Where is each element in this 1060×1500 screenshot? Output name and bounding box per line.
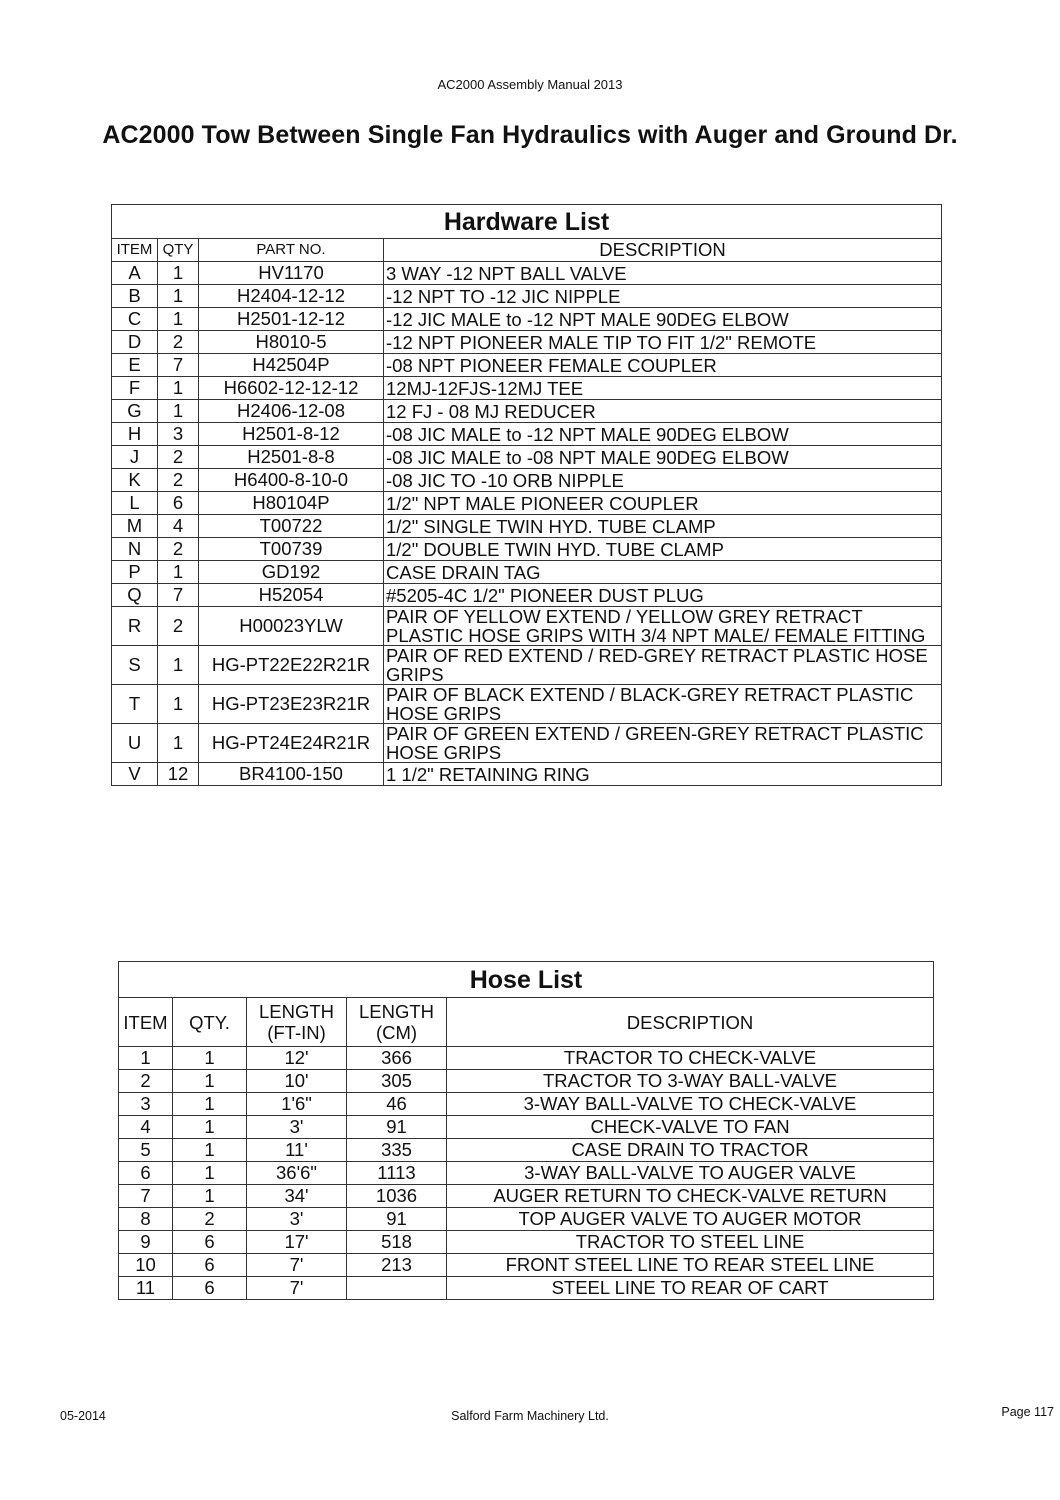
hardware-item-cell: U [112, 724, 158, 763]
hardware-description-cell: 1/2" DOUBLE TWIN HYD. TUBE CLAMP [384, 538, 942, 561]
hardware-list-caption-row [112, 205, 942, 239]
hose-length-ft-cell: 3' [247, 1116, 347, 1139]
hardware-item-cell: G [112, 400, 158, 423]
hardware-description-cell: PAIR OF YELLOW EXTEND / YELLOW GREY RETRACT PLASTIC HOSE GRIPS WITH 3/4 NPT MALE/ FEMALE FITTING [384, 607, 942, 646]
hardware-item-cell: B [112, 285, 158, 308]
hardware-row [112, 763, 942, 786]
hose-item-cell: 3 [119, 1093, 173, 1116]
hardware-row [112, 400, 942, 423]
hardware-description-cell: 1 1/2" RETAINING RING [384, 763, 942, 786]
hardware-part-cell: H00023YLW [199, 607, 384, 646]
hose-description-cell: STEEL LINE TO REAR OF CART [447, 1277, 934, 1300]
hose-length-cm-cell: 91 [347, 1208, 447, 1231]
hardware-part-cell: GD192 [199, 561, 384, 584]
hose-length-ft-cell: 17' [247, 1231, 347, 1254]
hardware-part-cell: HG-PT22E22R21R [199, 646, 384, 685]
hardware-description-cell: #5205-4C 1/2" PIONEER DUST PLUG [384, 584, 942, 607]
hardware-qty-cell: 1 [158, 561, 199, 584]
hose-qty-cell: 6 [173, 1254, 247, 1277]
hose-qty-cell: 2 [173, 1208, 247, 1231]
hardware-row [112, 331, 942, 354]
hardware-row [112, 646, 942, 685]
hardware-item-cell: Q [112, 584, 158, 607]
hose-list-caption-row [119, 962, 934, 998]
hose-row [119, 1162, 934, 1185]
hardware-qty-cell: 1 [158, 308, 199, 331]
hose-qty-cell: 1 [173, 1116, 247, 1139]
hardware-description-cell: PAIR OF BLACK EXTEND / BLACK-GREY RETRACT PLASTIC HOSE GRIPS [384, 685, 942, 724]
hose-description-cell: AUGER RETURN TO CHECK-VALVE RETURN [447, 1185, 934, 1208]
manual-header: AC2000 Assembly Manual 2013 [437, 77, 623, 92]
hardware-description-cell: 12MJ-12FJS-12MJ TEE [384, 377, 942, 400]
hardware-row [112, 561, 942, 584]
hardware-col-item: ITEM [112, 239, 158, 262]
hose-description-cell: FRONT STEEL LINE TO REAR STEEL LINE [447, 1254, 934, 1277]
hose-description-cell: TOP AUGER VALVE TO AUGER MOTOR [447, 1208, 934, 1231]
hardware-item-cell: J [112, 446, 158, 469]
hardware-item-cell: S [112, 646, 158, 685]
hardware-qty-cell: 12 [158, 763, 199, 786]
hardware-description-cell: -08 JIC TO -10 ORB NIPPLE [384, 469, 942, 492]
hose-row [119, 1139, 934, 1162]
hose-row [119, 1277, 934, 1300]
hardware-qty-cell: 1 [158, 724, 199, 763]
hose-length-cm-cell: 1113 [347, 1162, 447, 1185]
hose-qty-cell: 6 [173, 1277, 247, 1300]
hardware-row [112, 515, 942, 538]
hose-length-ft-cell: 7' [247, 1277, 347, 1300]
hose-length-cm-cell [347, 1277, 447, 1300]
hose-length-ft-cell: 12' [247, 1047, 347, 1070]
hose-item-cell: 8 [119, 1208, 173, 1231]
hose-row [119, 1116, 934, 1139]
hardware-qty-cell: 2 [158, 607, 199, 646]
hose-qty-cell: 1 [173, 1070, 247, 1093]
hose-header-row [119, 998, 934, 1047]
hose-length-ft-cell: 10' [247, 1070, 347, 1093]
hose-item-cell: 6 [119, 1162, 173, 1185]
hose-length-ft-cell: 3' [247, 1208, 347, 1231]
hose-description-cell: TRACTOR TO 3-WAY BALL-VALVE [447, 1070, 934, 1093]
hardware-part-cell: H2404-12-12 [199, 285, 384, 308]
hardware-item-cell: T [112, 685, 158, 724]
hardware-row [112, 538, 942, 561]
hose-col-length-cm: LENGTH (CM) [347, 998, 447, 1047]
hardware-description-cell: PAIR OF RED EXTEND / RED-GREY RETRACT PLASTIC HOSE GRIPS [384, 646, 942, 685]
hose-row [119, 1093, 934, 1116]
hardware-part-cell: H80104P [199, 492, 384, 515]
hardware-row [112, 469, 942, 492]
hardware-description-cell: 1/2" SINGLE TWIN HYD. TUBE CLAMP [384, 515, 942, 538]
hardware-part-cell: H6400-8-10-0 [199, 469, 384, 492]
hose-item-cell: 9 [119, 1231, 173, 1254]
hose-qty-cell: 1 [173, 1047, 247, 1070]
hardware-qty-cell: 2 [158, 331, 199, 354]
hardware-part-cell: H2501-8-12 [199, 423, 384, 446]
footer-page-number: Page 117 [1001, 1405, 1054, 1419]
hardware-qty-cell: 2 [158, 538, 199, 561]
hardware-qty-cell: 1 [158, 685, 199, 724]
hose-qty-cell: 1 [173, 1185, 247, 1208]
hardware-description-cell: -12 NPT TO -12 JIC NIPPLE [384, 285, 942, 308]
hardware-item-cell: P [112, 561, 158, 584]
hardware-qty-cell: 3 [158, 423, 199, 446]
hose-description-cell: CASE DRAIN TO TRACTOR [447, 1139, 934, 1162]
hardware-qty-cell: 2 [158, 446, 199, 469]
hose-col-item: ITEM [119, 998, 173, 1047]
hose-length-ft-cell: 11' [247, 1139, 347, 1162]
hose-list-table [118, 961, 934, 1300]
hardware-description-cell: -08 NPT PIONEER FEMALE COUPLER [384, 354, 942, 377]
hardware-description-cell: -12 NPT PIONEER MALE TIP TO FIT 1/2" REMOTE [384, 331, 942, 354]
hardware-item-cell: R [112, 607, 158, 646]
hose-list-title: Hose List [119, 962, 934, 998]
hardware-list-table [111, 204, 942, 786]
hose-item-cell: 10 [119, 1254, 173, 1277]
hardware-qty-cell: 6 [158, 492, 199, 515]
hardware-part-cell: BR4100-150 [199, 763, 384, 786]
hose-length-cm-cell: 305 [347, 1070, 447, 1093]
hardware-item-cell: L [112, 492, 158, 515]
hose-length-cm-cell: 213 [347, 1254, 447, 1277]
hardware-qty-cell: 2 [158, 469, 199, 492]
hose-length-cm-cell: 335 [347, 1139, 447, 1162]
hose-row [119, 1070, 934, 1093]
hardware-row [112, 354, 942, 377]
hose-length-cm-cell: 46 [347, 1093, 447, 1116]
hose-row [119, 1185, 934, 1208]
hardware-qty-cell: 7 [158, 584, 199, 607]
hose-description-cell: CHECK-VALVE TO FAN [447, 1116, 934, 1139]
hardware-part-cell: HG-PT23E23R21R [199, 685, 384, 724]
hose-item-cell: 11 [119, 1277, 173, 1300]
hose-qty-cell: 6 [173, 1231, 247, 1254]
page-title: AC2000 Tow Between Single Fan Hydraulics with Auger and Ground Dr. [102, 121, 958, 149]
hardware-description-cell: 12 FJ - 08 MJ REDUCER [384, 400, 942, 423]
hardware-part-cell: H2501-8-8 [199, 446, 384, 469]
hose-description-cell: TRACTOR TO CHECK-VALVE [447, 1047, 934, 1070]
hardware-row [112, 492, 942, 515]
hardware-description-cell: -08 JIC MALE to -08 NPT MALE 90DEG ELBOW [384, 446, 942, 469]
hardware-part-cell: HG-PT24E24R21R [199, 724, 384, 763]
hardware-row [112, 607, 942, 646]
hardware-qty-cell: 1 [158, 285, 199, 308]
hardware-part-cell: H52054 [199, 584, 384, 607]
hose-qty-cell: 1 [173, 1162, 247, 1185]
hardware-item-cell: N [112, 538, 158, 561]
hardware-qty-cell: 7 [158, 354, 199, 377]
hose-col-length-ft: LENGTH (FT-IN) [247, 998, 347, 1047]
hose-length-ft-cell: 34' [247, 1185, 347, 1208]
hardware-qty-cell: 1 [158, 262, 199, 285]
hardware-part-cell: HV1170 [199, 262, 384, 285]
hose-length-ft-cell: 7' [247, 1254, 347, 1277]
hardware-part-cell: H2501-12-12 [199, 308, 384, 331]
hardware-item-cell: V [112, 763, 158, 786]
hardware-item-cell: K [112, 469, 158, 492]
hardware-item-cell: M [112, 515, 158, 538]
hose-item-cell: 7 [119, 1185, 173, 1208]
hardware-list-title: Hardware List [112, 205, 942, 239]
hardware-row [112, 685, 942, 724]
hose-length-cm-cell: 91 [347, 1116, 447, 1139]
hardware-row [112, 308, 942, 331]
hardware-item-cell: F [112, 377, 158, 400]
hardware-row [112, 724, 942, 763]
hardware-description-cell: 1/2" NPT MALE PIONEER COUPLER [384, 492, 942, 515]
hardware-qty-cell: 1 [158, 646, 199, 685]
hose-description-cell: 3-WAY BALL-VALVE TO CHECK-VALVE [447, 1093, 934, 1116]
hardware-item-cell: D [112, 331, 158, 354]
hardware-row [112, 446, 942, 469]
hardware-col-qty: QTY [158, 239, 199, 262]
hose-description-cell: TRACTOR TO STEEL LINE [447, 1231, 934, 1254]
hardware-row [112, 285, 942, 308]
hose-row [119, 1254, 934, 1277]
hardware-item-cell: C [112, 308, 158, 331]
footer-date: 05-2014 [60, 1409, 106, 1423]
hardware-qty-cell: 4 [158, 515, 199, 538]
hardware-row [112, 262, 942, 285]
hardware-item-cell: H [112, 423, 158, 446]
hardware-item-cell: E [112, 354, 158, 377]
hose-qty-cell: 1 [173, 1093, 247, 1116]
hardware-part-cell: H6602-12-12-12 [199, 377, 384, 400]
hose-row [119, 1047, 934, 1070]
hose-item-cell: 1 [119, 1047, 173, 1070]
hardware-col-part: PART NO. [199, 239, 384, 262]
hardware-description-cell: -08 JIC MALE to -12 NPT MALE 90DEG ELBOW [384, 423, 942, 446]
hose-row [119, 1231, 934, 1254]
hose-col-description: DESCRIPTION [447, 998, 934, 1047]
hardware-header-row [112, 239, 942, 262]
hardware-description-cell: -12 JIC MALE to -12 NPT MALE 90DEG ELBOW [384, 308, 942, 331]
hose-length-cm-cell: 366 [347, 1047, 447, 1070]
footer-company: Salford Farm Machinery Ltd. [451, 1409, 609, 1423]
hardware-row [112, 423, 942, 446]
hose-item-cell: 4 [119, 1116, 173, 1139]
hardware-row [112, 584, 942, 607]
hose-item-cell: 5 [119, 1139, 173, 1162]
hardware-description-cell: 3 WAY -12 NPT BALL VALVE [384, 262, 942, 285]
hardware-part-cell: H2406-12-08 [199, 400, 384, 423]
hardware-qty-cell: 1 [158, 400, 199, 423]
hardware-row [112, 377, 942, 400]
hardware-part-cell: T00739 [199, 538, 384, 561]
hose-description-cell: 3-WAY BALL-VALVE TO AUGER VALVE [447, 1162, 934, 1185]
hose-col-qty: QTY. [173, 998, 247, 1047]
hardware-item-cell: A [112, 262, 158, 285]
hose-item-cell: 2 [119, 1070, 173, 1093]
hose-length-ft-cell: 1'6" [247, 1093, 347, 1116]
hardware-qty-cell: 1 [158, 377, 199, 400]
hardware-col-description: DESCRIPTION [384, 239, 942, 262]
hose-row [119, 1208, 934, 1231]
hose-length-ft-cell: 36'6" [247, 1162, 347, 1185]
hardware-description-cell: CASE DRAIN TAG [384, 561, 942, 584]
hose-length-cm-cell: 1036 [347, 1185, 447, 1208]
hose-qty-cell: 1 [173, 1139, 247, 1162]
hardware-description-cell: PAIR OF GREEN EXTEND / GREEN-GREY RETRACT PLASTIC HOSE GRIPS [384, 724, 942, 763]
hardware-part-cell: T00722 [199, 515, 384, 538]
hardware-part-cell: H8010-5 [199, 331, 384, 354]
hose-length-cm-cell: 518 [347, 1231, 447, 1254]
hardware-part-cell: H42504P [199, 354, 384, 377]
